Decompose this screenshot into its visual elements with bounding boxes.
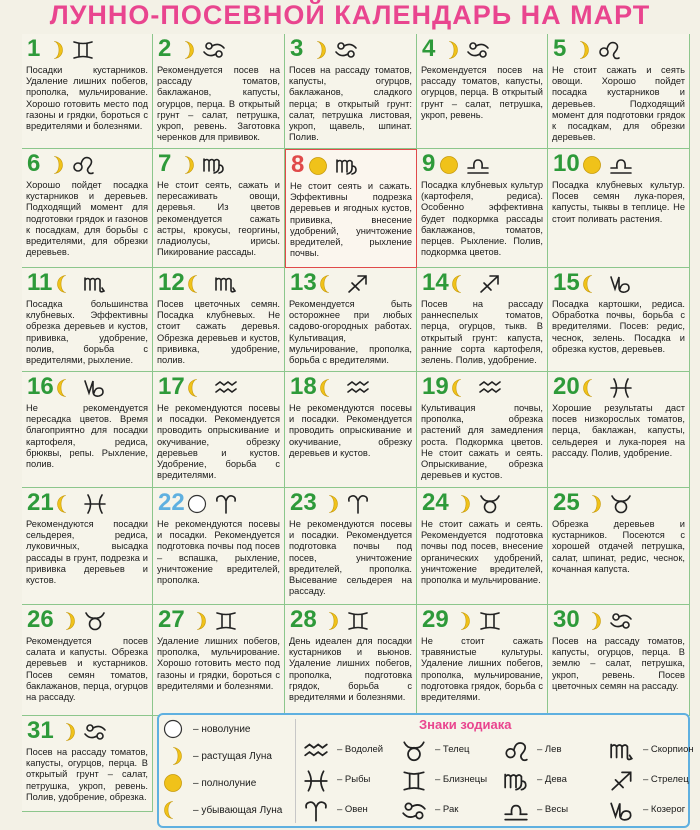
waning-moon-icon [163,800,183,820]
gemini-icon [397,768,431,794]
waxing-moon-icon [451,494,471,514]
virgo-icon [334,154,360,178]
pisces-icon [82,492,108,516]
scorpio-icon [213,272,239,296]
day-number: 8 [291,151,305,178]
day-cell [153,372,285,488]
day-cell [22,488,153,605]
day-recommendation: Обрезка деревьев и кустарников. Посеются с хорошей отдачей петрушка, салат, шпинат, редис, чеснок, кочанная капуста. [552,519,685,574]
day-number: 3 [290,35,304,62]
capricorn-icon [82,376,108,400]
legend-sagittarius [605,767,700,793]
day-recommendation: Хорошо пойдет посадка кустарников и деревьев. Подходящий момент для подготовки грядок и газонов к посадкам, для борьбы с вредителями, для обрезки деревьев. [26,180,148,258]
legend-waxing-moon [163,746,293,768]
virgo-icon [499,768,533,794]
waning-moon-icon [187,378,207,398]
capricorn-icon [608,272,634,296]
day-number: 22 [158,489,185,516]
waxing-moon-icon [175,40,195,60]
day-recommendation: Не стоит сажать травянистые культуры. Удаление лишних побегов, прополка, мульчирование, подготовка грядок, борьба с вредителями. [421,636,543,703]
waxing-moon-icon [582,611,602,631]
day-recommendation: Посадка большинства клубневых. Эффективны обрезка деревьев и кустов, прививка, удобрение, полив, борьба с вредителями, рыхление. [26,299,148,366]
waning-moon-icon [56,274,76,294]
day-recommendation: Удаление лишних побегов, прополка, мульчирование. Хорошо готовить место под газоны и грядки, бороться с вредителями и болезнями. [157,636,280,691]
day-number: 4 [422,35,436,62]
scorpio-icon [605,738,639,764]
day-number: 20 [553,373,580,400]
pisces-icon [608,376,634,400]
day-cell [548,488,690,605]
day-cell [417,372,548,488]
day-recommendation: Рекомендуется посев салата и капусты. Обрезка деревьев и кустарников. Посев семян томатов, баклажанов, перца, огурцов на рассаду. [26,636,148,703]
aries-icon [299,798,333,824]
gemini-icon [477,609,503,633]
day-number: 26 [27,606,54,633]
day-recommendation: Рекомендуется посев на рассаду томатов, капусты, огурцов, перца. В открытый грунт – салат, петрушка, укроп, ревень. [421,65,543,120]
day-cell [153,605,285,716]
taurus-icon [82,609,108,633]
day-cell [22,605,153,716]
waning-moon-icon [319,274,339,294]
waxing-moon-icon [56,611,76,631]
day-recommendation: Посадки кустарников. Удаление лишних побегов, прополка, мульчирование. Хорошо готовить место под газоны и грядки, бороться с вредителями и болезнями. [26,65,148,132]
new-moon-icon [187,494,207,514]
sagittarius-icon [345,272,371,296]
legend-label: – Рыбы [337,774,371,785]
day-recommendation: Не рекомендуются посевы и посадки. Рекомендуется проводить опрыскивание и окучивание, обрезку деревьев и кустов. [289,403,412,458]
legend-scorpio [605,737,700,763]
day-recommendation: Посев цветочных семян. Посадка клубневых. Не стоит сажать деревья. Обрезка деревьев и кустов, прививка, удобрение, полив. [157,299,280,366]
virgo-icon [201,153,227,177]
day-recommendation: Не стоит сеять, сажать и пересаживать овощи, деревья. Из цветов рекомендуется сажать астры, крокусы, георгины, гладиолусы, ирисы. Пикирование рассады. [157,180,280,258]
day-cell [417,605,548,716]
day-cell [285,372,417,488]
waxing-moon-icon [307,40,327,60]
legend-label: – полнолуние [193,778,257,789]
day-recommendation: День идеален для посадки кустарников и вьюнов. Удаление лишних побегов, прополка, подготовка грядок, борьба с вредителями и болезнями. [289,636,412,703]
day-recommendation: Посев на рассаду томатов, капусты, огурцов, баклажанов, сладкого перца; в открытый грунт: салат, петрушка листовая, укроп, щавель, шпинат. Полив. [289,65,412,143]
legend-divider [295,719,296,823]
legend-label: – Дева [537,774,567,785]
day-cell [285,605,417,716]
day-number: 10 [553,150,580,177]
waxing-moon-icon [582,494,602,514]
full-moon-icon [582,155,602,175]
waning-moon-icon [582,378,602,398]
legend-waning-moon [163,800,293,822]
day-recommendation: Рекомендуется быть осторожнее при любых садово-огородных работах. Культивация, мульчирование, прополка, борьба с вредителями. [289,299,412,366]
waning-moon-icon [451,274,471,294]
day-recommendation: Рекомендуются посадки сельдерея, редиса, луковичных, высадка рассады в грунт, подрезка и прививка деревьев и кустов. [26,519,148,586]
cancer-icon [608,609,634,633]
legend-label: – убывающая Луна [193,805,283,816]
day-number: 1 [27,35,41,62]
day-cell [22,268,153,372]
day-cell [285,268,417,372]
day-number: 28 [290,606,317,633]
calendar-grid [22,34,690,830]
cancer-icon [397,798,431,824]
taurus-icon [397,738,431,764]
day-cell [153,488,285,605]
day-cell [417,149,548,268]
gemini-icon [70,38,96,62]
legend-label: – растущая Луна [193,751,272,762]
sagittarius-icon [605,768,639,794]
legend-label: – новолуние [193,724,251,735]
gemini-icon [345,609,371,633]
cancer-icon [201,38,227,62]
legend-label: – Близнецы [435,774,488,785]
day-number: 5 [553,35,567,62]
legend-label: – Козерог [643,804,686,815]
waxing-moon-icon [570,40,590,60]
day-recommendation: Хорошие результаты даст посев низкорослых томатов, перца, баклажан, капусты, сельдерея и лука-порея на рассаду. Полив, удобрение. [552,403,685,458]
day-cell [285,34,417,149]
waxing-moon-icon [319,611,339,631]
legend-label: – Телец [435,744,470,755]
day-number: 9 [422,150,436,177]
day-number: 13 [290,269,317,296]
day-recommendation: Не стоит сажать и сеять овощи. Хорошо пойдет посадка кустарников и деревьев. Подходящий момент для подготовки грядок к посадкам, для обрезки деревьев. [552,65,685,143]
legend-capricorn [605,797,700,823]
day-recommendation: Посадка картошки, редиса. Обработка почвы, борьба с вредителями. Посев: редис, чеснок, зелень. Посадка и обрезка кустов, деревьев. [552,299,685,354]
legend-label: – Стрелец [643,774,689,785]
day-recommendation: Не рекомендуются посевы и посадки. Рекомендуется подготовка почвы под посев, уничтожение вредителей, прополка. Высевание сельдерея на рассаду. [289,519,412,597]
day-number: 18 [290,373,317,400]
waxing-moon-icon [44,155,64,175]
waxing-moon-icon [187,611,207,631]
cancer-icon [82,720,108,744]
day-number: 16 [27,373,54,400]
day-recommendation: Посев на рассаду раннеспелых томатов, перца, огурцов, тыкв. В открытый грунт: капуста, ранние сорта картофеля, зелень. Полив, удобрение. [421,299,543,366]
taurus-icon [608,492,634,516]
day-recommendation: Посадка клубневых культур (картофеля, редиса). Особенно эффективна будет подкормка рассады баклажанов, томатов, перцев. Рыхление. Полив, подкормка цветов. [421,180,543,258]
day-number: 6 [27,150,41,177]
day-cell [417,488,548,605]
day-cell [22,149,153,268]
day-cell [22,716,153,812]
day-cell [548,268,690,372]
legend-label: – Овен [337,804,368,815]
day-cell [417,34,548,149]
capricorn-icon [605,798,639,824]
waxing-moon-icon [175,155,195,175]
waning-moon-icon [187,274,207,294]
legend-label: – Весы [537,804,569,815]
waxing-moon-icon [163,746,183,766]
day-number: 31 [27,717,54,744]
day-number: 29 [422,606,449,633]
day-recommendation: Культивация почвы, прополка, обрезка растений для замедления роста. Подкормка цветов. Не стоит сажать и сеять. Опрыскивание, обрезка деревьев и кустов. [421,403,543,481]
day-cell [548,605,690,716]
leo-icon [596,38,622,62]
taurus-icon [477,492,503,516]
waxing-moon-icon [451,611,471,631]
day-number: 27 [158,606,185,633]
day-number: 15 [553,269,580,296]
legend-label: – Водолей [337,744,384,755]
aquarius-icon [345,376,371,400]
day-number: 21 [27,489,54,516]
leo-icon [499,738,533,764]
sagittarius-icon [477,272,503,296]
full-moon-icon [163,773,183,793]
legend-label: – Рак [435,804,459,815]
day-number: 2 [158,35,172,62]
cancer-icon [465,38,491,62]
page-title: ЛУННО-ПОСЕВНОЙ КАЛЕНДАРЬ НА МАРТ [49,0,651,30]
legend-full-moon [163,773,293,795]
waning-moon-icon [451,378,471,398]
gemini-icon [213,609,239,633]
waxing-moon-icon [44,40,64,60]
day-cell [153,149,285,268]
day-number: 19 [422,373,449,400]
aries-icon [213,492,239,516]
day-cell [285,488,417,605]
aquarius-icon [213,376,239,400]
libra-icon [608,153,634,177]
waning-moon-icon [56,378,76,398]
day-number: 23 [290,489,317,516]
day-recommendation: Не стоит сеять и сажать. Эффективны подрезка деревьев и ягодных кустов, прививка, внесение удобрений, уничтожение вредителей, рыхление почвы. [290,181,412,259]
day-cell [153,34,285,149]
day-cell [22,372,153,488]
day-cell [548,34,690,149]
day-cell [285,149,417,268]
day-recommendation: Не рекомендуются посевы и посадки. Рекомендуется проводить опрыскивание и окучивание, обрезку деревьев и кустов. Удобрение, борьба с вредителями. [157,403,280,481]
day-cell [417,268,548,372]
day-number: 17 [158,373,185,400]
waning-moon-icon [319,378,339,398]
day-cell [22,34,153,149]
day-number: 12 [158,269,185,296]
day-recommendation: Посев на рассаду томатов, капусты, огурцов, перца. В открытый грунт – салат, петрушка, укроп, ревень. Полив, удобрение, обрезка. [26,747,148,802]
cancer-icon [333,38,359,62]
new-moon-icon [163,719,183,739]
libra-icon [465,153,491,177]
day-number: 11 [27,269,53,296]
full-moon-icon [308,156,328,176]
aquarius-icon [477,376,503,400]
day-cell [153,268,285,372]
day-cell [548,372,690,488]
legend-box [157,713,694,828]
waxing-moon-icon [439,40,459,60]
zodiac-legend-title: Знаки зодиака [419,717,512,732]
day-number: 30 [553,606,580,633]
day-recommendation: Не рекомендуется пересадка цветов. Время благоприятно для посадки картофеля, редиса, брюквы, репы. Рыхление, полив. [26,403,148,470]
day-number: 24 [422,489,449,516]
full-moon-icon [439,155,459,175]
legend-label: – Скорпион [643,744,694,755]
day-recommendation: Посадка клубневых культур. Посев семян лука-порея, капусты, тыквы в теплице. Не стоит поливать растения. [552,180,685,224]
day-recommendation: Не стоит сажать и сеять. Рекомендуется подготовка почвы под посев, внесение органических удобрений, уничтожение вредителей, прополка и мульчирование. [421,519,543,586]
day-recommendation: Рекомендуется посев на рассаду томатов, баклажанов, капусты, огурцов, перца. В открытый грунт – салат, петрушка, укроп, ревень. Заготовка черенков для прививок. [157,65,280,143]
scorpio-icon [82,272,108,296]
waxing-moon-icon [56,722,76,742]
waxing-moon-icon [319,494,339,514]
aquarius-icon [299,738,333,764]
waning-moon-icon [56,494,76,514]
legend-label: – Лев [537,744,562,755]
day-number: 25 [553,489,580,516]
legend-new-moon [163,719,293,741]
leo-icon [70,153,96,177]
day-recommendation: Посев на рассаду томатов, капусты, огурцов, перца. В землю – салат, петрушка, укроп, ревень. Посев цветочных семян на рассаду. [552,636,685,691]
libra-icon [499,798,533,824]
day-cell [548,149,690,268]
pisces-icon [299,768,333,794]
waning-moon-icon [582,274,602,294]
aries-icon [345,492,371,516]
day-recommendation: Не рекомендуются посевы и посадки. Рекомендуется подготовка почвы под посев – вспашка, рыхление, уничтожение вредителей, прополка. [157,519,280,586]
day-number: 14 [422,269,449,296]
day-number: 7 [158,150,172,177]
